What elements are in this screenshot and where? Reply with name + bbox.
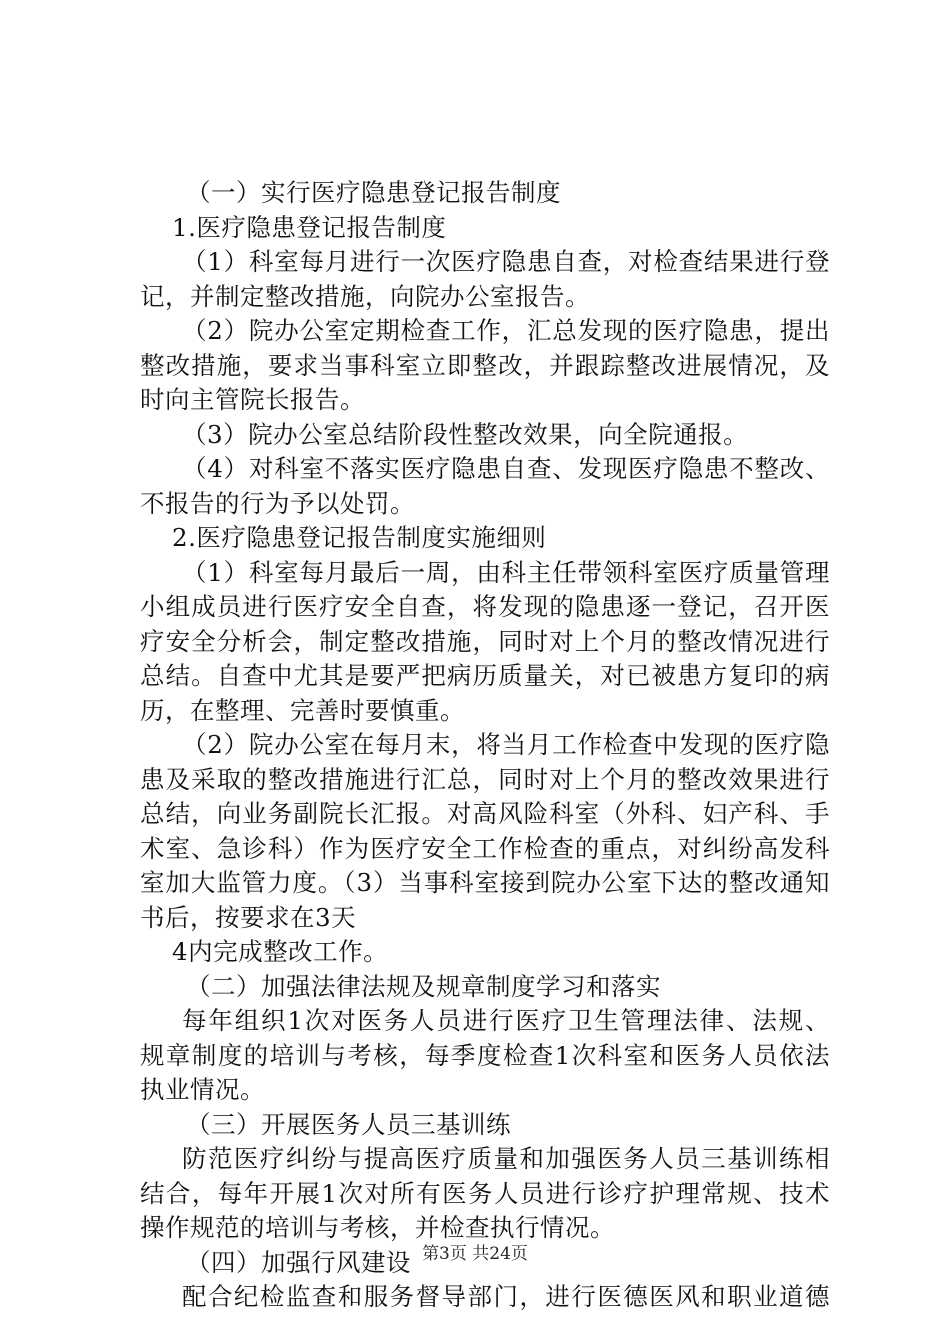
section-heading-3: （三）开展医务人员三基训练 [186, 1109, 511, 1139]
paragraph-line: 4内完成整改工作。 [172, 937, 389, 966]
paragraph-line: 总结，向业务副院长汇报。对高风险科室（外科、妇产科、手 [140, 799, 830, 828]
section-heading-2: （二）加强法律法规及规章制度学习和落实 [186, 971, 661, 1001]
paragraph-line: （4）对科室不落实医疗隐患自查、发现医疗隐患不整改、 [182, 454, 830, 483]
subsection-heading-1: 1.医疗隐患登记报告制度 [172, 212, 447, 242]
paragraph-line: 室加大监管力度。（3）当事科室接到院办公室下达的整改通知 [140, 868, 830, 897]
paragraph-line: 时向主管院长报告。 [140, 385, 365, 414]
section-heading-1: （一）实行医疗隐患登记报告制度 [186, 178, 561, 207]
paragraph-line: 术室、急诊科）作为医疗安全工作检查的重点，对纠纷高发科 [140, 833, 830, 863]
paragraph-line: 配合纪检监查和服务督导部门，进行医德医风和职业道德 [182, 1282, 830, 1311]
document-body [140, 176, 830, 1315]
paragraph-line: （1）科室每月进行一次医疗隐患自查，对检查结果进行登 [182, 247, 830, 276]
paragraph-line: （2）院办公室定期检查工作，汇总发现的医疗隐患，提出 [182, 316, 830, 345]
section-heading-4: （四）加强行风建设 [186, 1247, 411, 1277]
paragraph-line: 历，在整理、完善时要慎重。 [140, 695, 465, 725]
paragraph-line: （3）院办公室总结阶段性整改效果，向全院通报。 [182, 419, 749, 449]
paragraph-line: 小组成员进行医疗安全自查，将发现的隐患逐一登记，召开医 [140, 592, 830, 621]
page-number-footer: 第3页 共24页 [422, 1244, 528, 1264]
paragraph-line: 操作规范的培训与考核，并检查执行情况。 [140, 1213, 615, 1242]
paragraph-line: 执业情况。 [140, 1075, 265, 1104]
paragraph-line: 每年组织1次对医务人员进行医疗卫生管理法律、法规、 [182, 1006, 830, 1035]
paragraph-line: 规章制度的培训与考核，每季度检查1次科室和医务人员依法 [140, 1040, 830, 1070]
paragraph-line: 疗安全分析会，制定整改措施，同时对上个月的整改情况进行 [140, 626, 830, 656]
paragraph-line: 患及采取的整改措施进行汇总，同时对上个月的整改效果进行 [140, 764, 830, 794]
paragraph-line: 整改措施，要求当事科室立即整改，并跟踪整改进展情况，及 [140, 350, 830, 380]
subsection-heading-2: 2.医疗隐患登记报告制度实施细则 [172, 523, 547, 552]
paragraph-line: 记，并制定整改措施，向院办公室报告。 [140, 281, 590, 311]
paragraph-line: （2）院办公室在每月末，将当月工作检查中发现的医疗隐 [182, 730, 830, 759]
paragraph-line: 结合，每年开展1次对所有医务人员进行诊疗护理常规、技术 [140, 1178, 830, 1208]
paragraph-line: 总结。自查中尤其是要严把病历质量关，对已被患方复印的病 [140, 661, 830, 690]
paragraph-line: 书后，按要求在3天 [140, 902, 357, 932]
paragraph-line: （1）科室每月最后一周，由科主任带领科室医疗质量管理 [182, 557, 830, 587]
paragraph-line: 防范医疗纠纷与提高医疗质量和加强医务人员三基训练相 [182, 1144, 830, 1173]
paragraph-line: 不报告的行为予以处罚。 [140, 488, 415, 518]
